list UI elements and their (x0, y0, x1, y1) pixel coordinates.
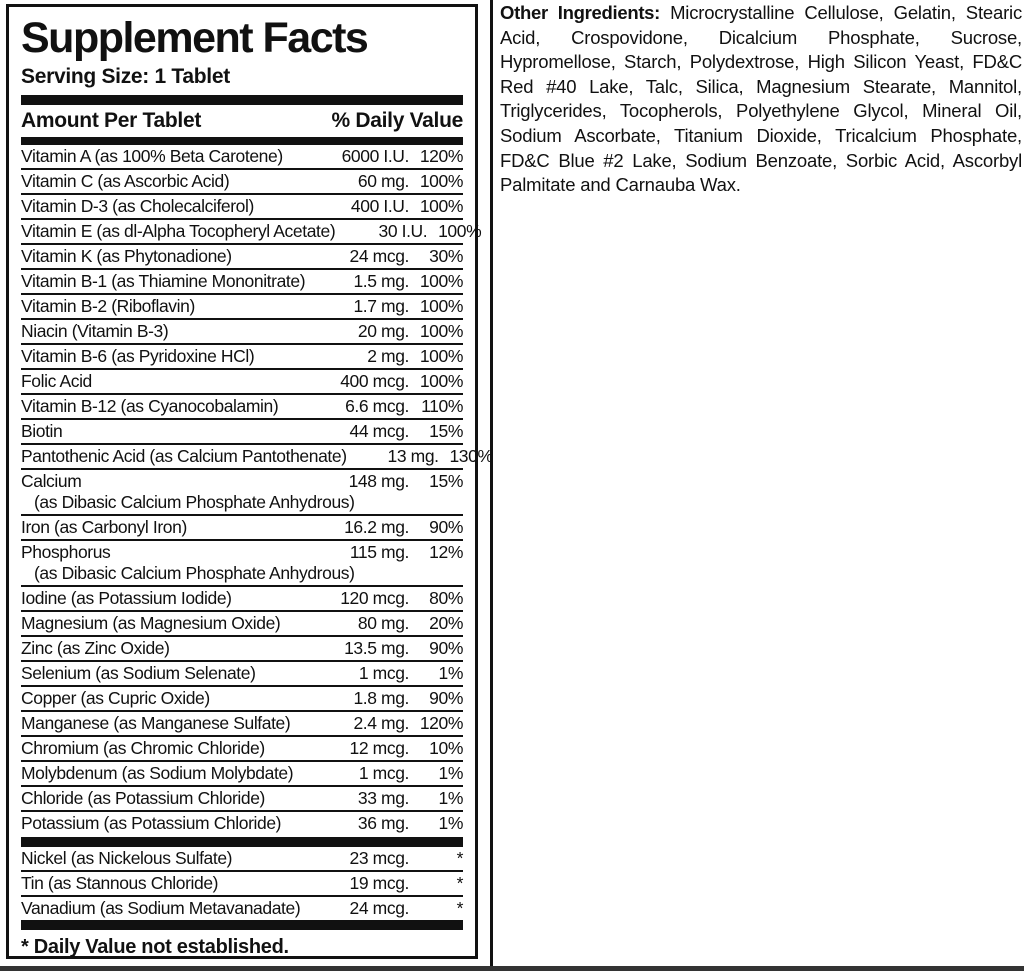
nutrient-amount: 16.2 mg. (344, 516, 409, 537)
nutrient-amount: 60 mg. (357, 170, 409, 191)
nutrient-name: Zinc (as Zinc Oxide) (21, 637, 170, 658)
nutrient-daily-value: 1% (438, 762, 463, 783)
nutrient-name: Vitamin D-3 (as Cholecalciferol) (21, 195, 254, 216)
nutrient-amount: 24 mcg. (349, 897, 409, 918)
nutrient-amount: 1 mcg. (358, 762, 409, 783)
section-divider-bar (21, 95, 463, 105)
section-divider-bar (21, 137, 463, 145)
nutrient-daily-value: 100% (419, 345, 463, 366)
nutrient-name: Vitamin B-1 (as Thiamine Mononitrate) (21, 270, 306, 291)
nutrient-daily-value: 120% (419, 712, 463, 733)
nutrient-amount: 13 mg. (387, 445, 439, 466)
nutrient-daily-value: 130% (449, 445, 493, 466)
nutrient-name: Iodine (as Potassium Iodide) (21, 587, 232, 608)
nutrient-amount: 115 mg. (349, 541, 409, 562)
nutrient-daily-value: 100% (419, 195, 463, 216)
table-row (21, 737, 463, 762)
table-row (21, 195, 463, 220)
table-row (21, 687, 463, 712)
nutrient-daily-value: 100% (419, 170, 463, 191)
table-row (21, 847, 463, 872)
nutrient-name: Chromium (as Chromic Chloride) (21, 737, 265, 758)
nutrient-daily-value: 100% (419, 370, 463, 391)
table-row (21, 320, 463, 345)
nutrient-name: Vitamin E (as dl-Alpha Tocopheryl Acetate) (21, 220, 336, 241)
panel-footer (21, 920, 463, 961)
nutrient-amount: 1.5 mg. (353, 270, 409, 291)
nutrient-daily-value: 100% (419, 320, 463, 341)
nutrient-daily-value: 80% (429, 587, 463, 608)
nutrient-name: Magnesium (as Magnesium Oxide) (21, 612, 281, 633)
table-row (21, 787, 463, 812)
nutrient-daily-value: 100% (419, 295, 463, 316)
nutrient-amount: 400 I.U. (350, 195, 409, 216)
table-row (21, 541, 463, 587)
nutrient-amount: 1.8 mg. (353, 687, 409, 708)
table-row (21, 395, 463, 420)
nutrient-daily-value: 1% (438, 787, 463, 808)
other-ingredients-paragraph (500, 1, 1022, 198)
nutrient-daily-value: 20% (429, 612, 463, 633)
nutrient-amount: 6.6 mcg. (345, 395, 409, 416)
other-ingredients-text: Microcrystalline Cellulose, Gelatin, Stearic Acid, Crospovidone, Dicalcium Phosphate, Sucrose, Hypromellose, Starch, Polydextrose, High Silicon Yeast, FD&C Red #40 Lake, Talc, Silica, Magnesium Stearate, Mannitol, Triglycerides, Tocopherols, Polyethylene Glycol, Mineral Oil, Sodium Ascorbate, Titanium Dioxide, Tricalcium Phosphate, FD&C Blue #2 Lake, Sodium Benzoate, Sorbic Acid, Ascorbyl Palmitate and Carnauba Wax. (500, 2, 1022, 196)
table-row (21, 145, 463, 170)
nutrient-daily-value: * (456, 847, 463, 868)
nutrient-name: Pantothenic Acid (as Calcium Pantothenate) (21, 445, 347, 466)
table-row (21, 295, 463, 320)
table-row (21, 345, 463, 370)
other-ingredients-panel (490, 0, 1024, 966)
nutrient-amount: 24 mcg. (349, 245, 409, 266)
table-row (21, 220, 482, 245)
nutrient-name: Chloride (as Potassium Chloride) (21, 787, 265, 808)
table-row (21, 712, 463, 737)
nutrient-amount: 12 mcg. (349, 737, 409, 758)
table-row (21, 270, 463, 295)
nutrient-amount: 36 mg. (357, 812, 409, 833)
nutrient-name: Niacin (Vitamin B-3) (21, 320, 169, 341)
table-row (21, 470, 463, 516)
table-row (21, 516, 463, 541)
nutrient-daily-value: 110% (421, 395, 463, 416)
nutrient-name: Potassium (as Potassium Chloride) (21, 812, 282, 833)
nutrient-amount: 20 mg. (357, 320, 409, 341)
nutrient-daily-value: 10% (429, 737, 463, 758)
supplement-facts-panel (6, 4, 493, 959)
serving-size: Serving Size: 1 Tablet (21, 64, 230, 88)
section-divider-bar (21, 920, 463, 930)
nutrient-name: Iron (as Carbonyl Iron) (21, 516, 187, 537)
nutrient-amount: 44 mcg. (349, 420, 409, 441)
nutrient-name: Selenium (as Sodium Selenate) (21, 662, 256, 683)
table-row (21, 762, 463, 787)
nutrient-name: Vitamin B-6 (as Pyridoxine HCl) (21, 345, 255, 366)
cutoff-bottom-bar (0, 966, 1024, 971)
table-row (21, 245, 463, 270)
table-row (21, 420, 463, 445)
nutrient-name: Tin (as Stannous Chloride) (21, 872, 219, 893)
nutrient-amount: 2.4 mg. (353, 712, 409, 733)
nutrient-amount: 33 mg. (357, 787, 409, 808)
nutrient-daily-value: 1% (438, 662, 463, 683)
nutrient-amount: 23 mcg. (349, 847, 409, 868)
table-row (21, 587, 463, 612)
nutrient-amount: 6000 I.U. (341, 145, 409, 166)
nutrient-amount: 2 mg. (367, 345, 409, 366)
nutrient-amount: 1.7 mg. (353, 295, 409, 316)
nutrient-amount: 13.5 mg. (344, 637, 409, 658)
column-header-daily-value: % Daily Value (331, 108, 463, 132)
nutrient-name: Vitamin C (as Ascorbic Acid) (21, 170, 230, 191)
nutrient-daily-value: 100% (419, 270, 463, 291)
section-divider-bar (21, 837, 463, 847)
nutrient-daily-value: 90% (429, 687, 463, 708)
table-column-header (21, 105, 463, 137)
nutrient-name: Manganese (as Manganese Sulfate) (21, 712, 291, 733)
nutrient-daily-value: 1% (438, 812, 463, 833)
nutrient-daily-value: 30% (429, 245, 463, 266)
panel-title: Supplement Facts (21, 14, 368, 62)
nutrient-daily-value: * (456, 872, 463, 893)
nutrient-name: Vanadium (as Sodium Metavanadate) (21, 897, 301, 918)
nutrient-daily-value: 15% (429, 420, 463, 441)
nutrient-name: Molybdenum (as Sodium Molybdate) (21, 762, 294, 783)
nutrient-amount: 80 mg. (357, 612, 409, 633)
other-ingredients-heading: Other Ingredients: (500, 2, 661, 23)
nutrient-source-subline: (as Dibasic Calcium Phosphate Anhydrous) (34, 491, 355, 512)
table-row (21, 897, 463, 920)
nutrient-amount: 148 mg. (348, 470, 409, 491)
table-row (21, 637, 463, 662)
nutrient-daily-value: 12% (429, 541, 463, 562)
nutrient-daily-value: 100% (438, 220, 482, 241)
daily-value-footnote: * Daily Value not established. (21, 935, 289, 958)
nutrient-amount: 19 mcg. (349, 872, 409, 893)
table-row (21, 662, 463, 687)
table-row (21, 445, 493, 470)
main-rows (21, 145, 493, 835)
nutrient-name: Calcium (21, 470, 82, 491)
nutrient-amount: 30 I.U. (378, 220, 428, 241)
nutrient-daily-value: 90% (429, 637, 463, 658)
nutrient-amount: 120 mcg. (340, 587, 409, 608)
nutrient-name: Nickel (as Nickelous Sulfate) (21, 847, 233, 868)
nutrient-name: Vitamin A (as 100% Beta Carotene) (21, 145, 283, 166)
table-row (21, 612, 463, 637)
nutrient-source-subline: (as Dibasic Calcium Phosphate Anhydrous) (34, 562, 355, 583)
nutrient-name: Vitamin B-2 (Riboflavin) (21, 295, 195, 316)
nutrient-daily-value: 90% (429, 516, 463, 537)
nutrient-amount: 1 mcg. (358, 662, 409, 683)
nutrient-name: Folic Acid (21, 370, 92, 391)
table-row (21, 812, 463, 835)
table-row (21, 170, 463, 195)
nutrient-name: Biotin (21, 420, 63, 441)
nutrient-name: Phosphorus (21, 541, 111, 562)
nutrient-name: Vitamin K (as Phytonadione) (21, 245, 232, 266)
column-header-amount: Amount Per Tablet (21, 108, 202, 132)
nutrient-daily-value: 120% (419, 145, 463, 166)
secondary-rows (21, 847, 463, 920)
nutrient-name: Vitamin B-12 (as Cyanocobalamin) (21, 395, 279, 416)
nutrient-amount: 400 mcg. (340, 370, 409, 391)
table-row (21, 370, 463, 395)
nutrient-daily-value: * (456, 897, 463, 918)
table-row (21, 872, 463, 897)
nutrient-daily-value: 15% (429, 470, 463, 491)
nutrient-name: Copper (as Cupric Oxide) (21, 687, 210, 708)
